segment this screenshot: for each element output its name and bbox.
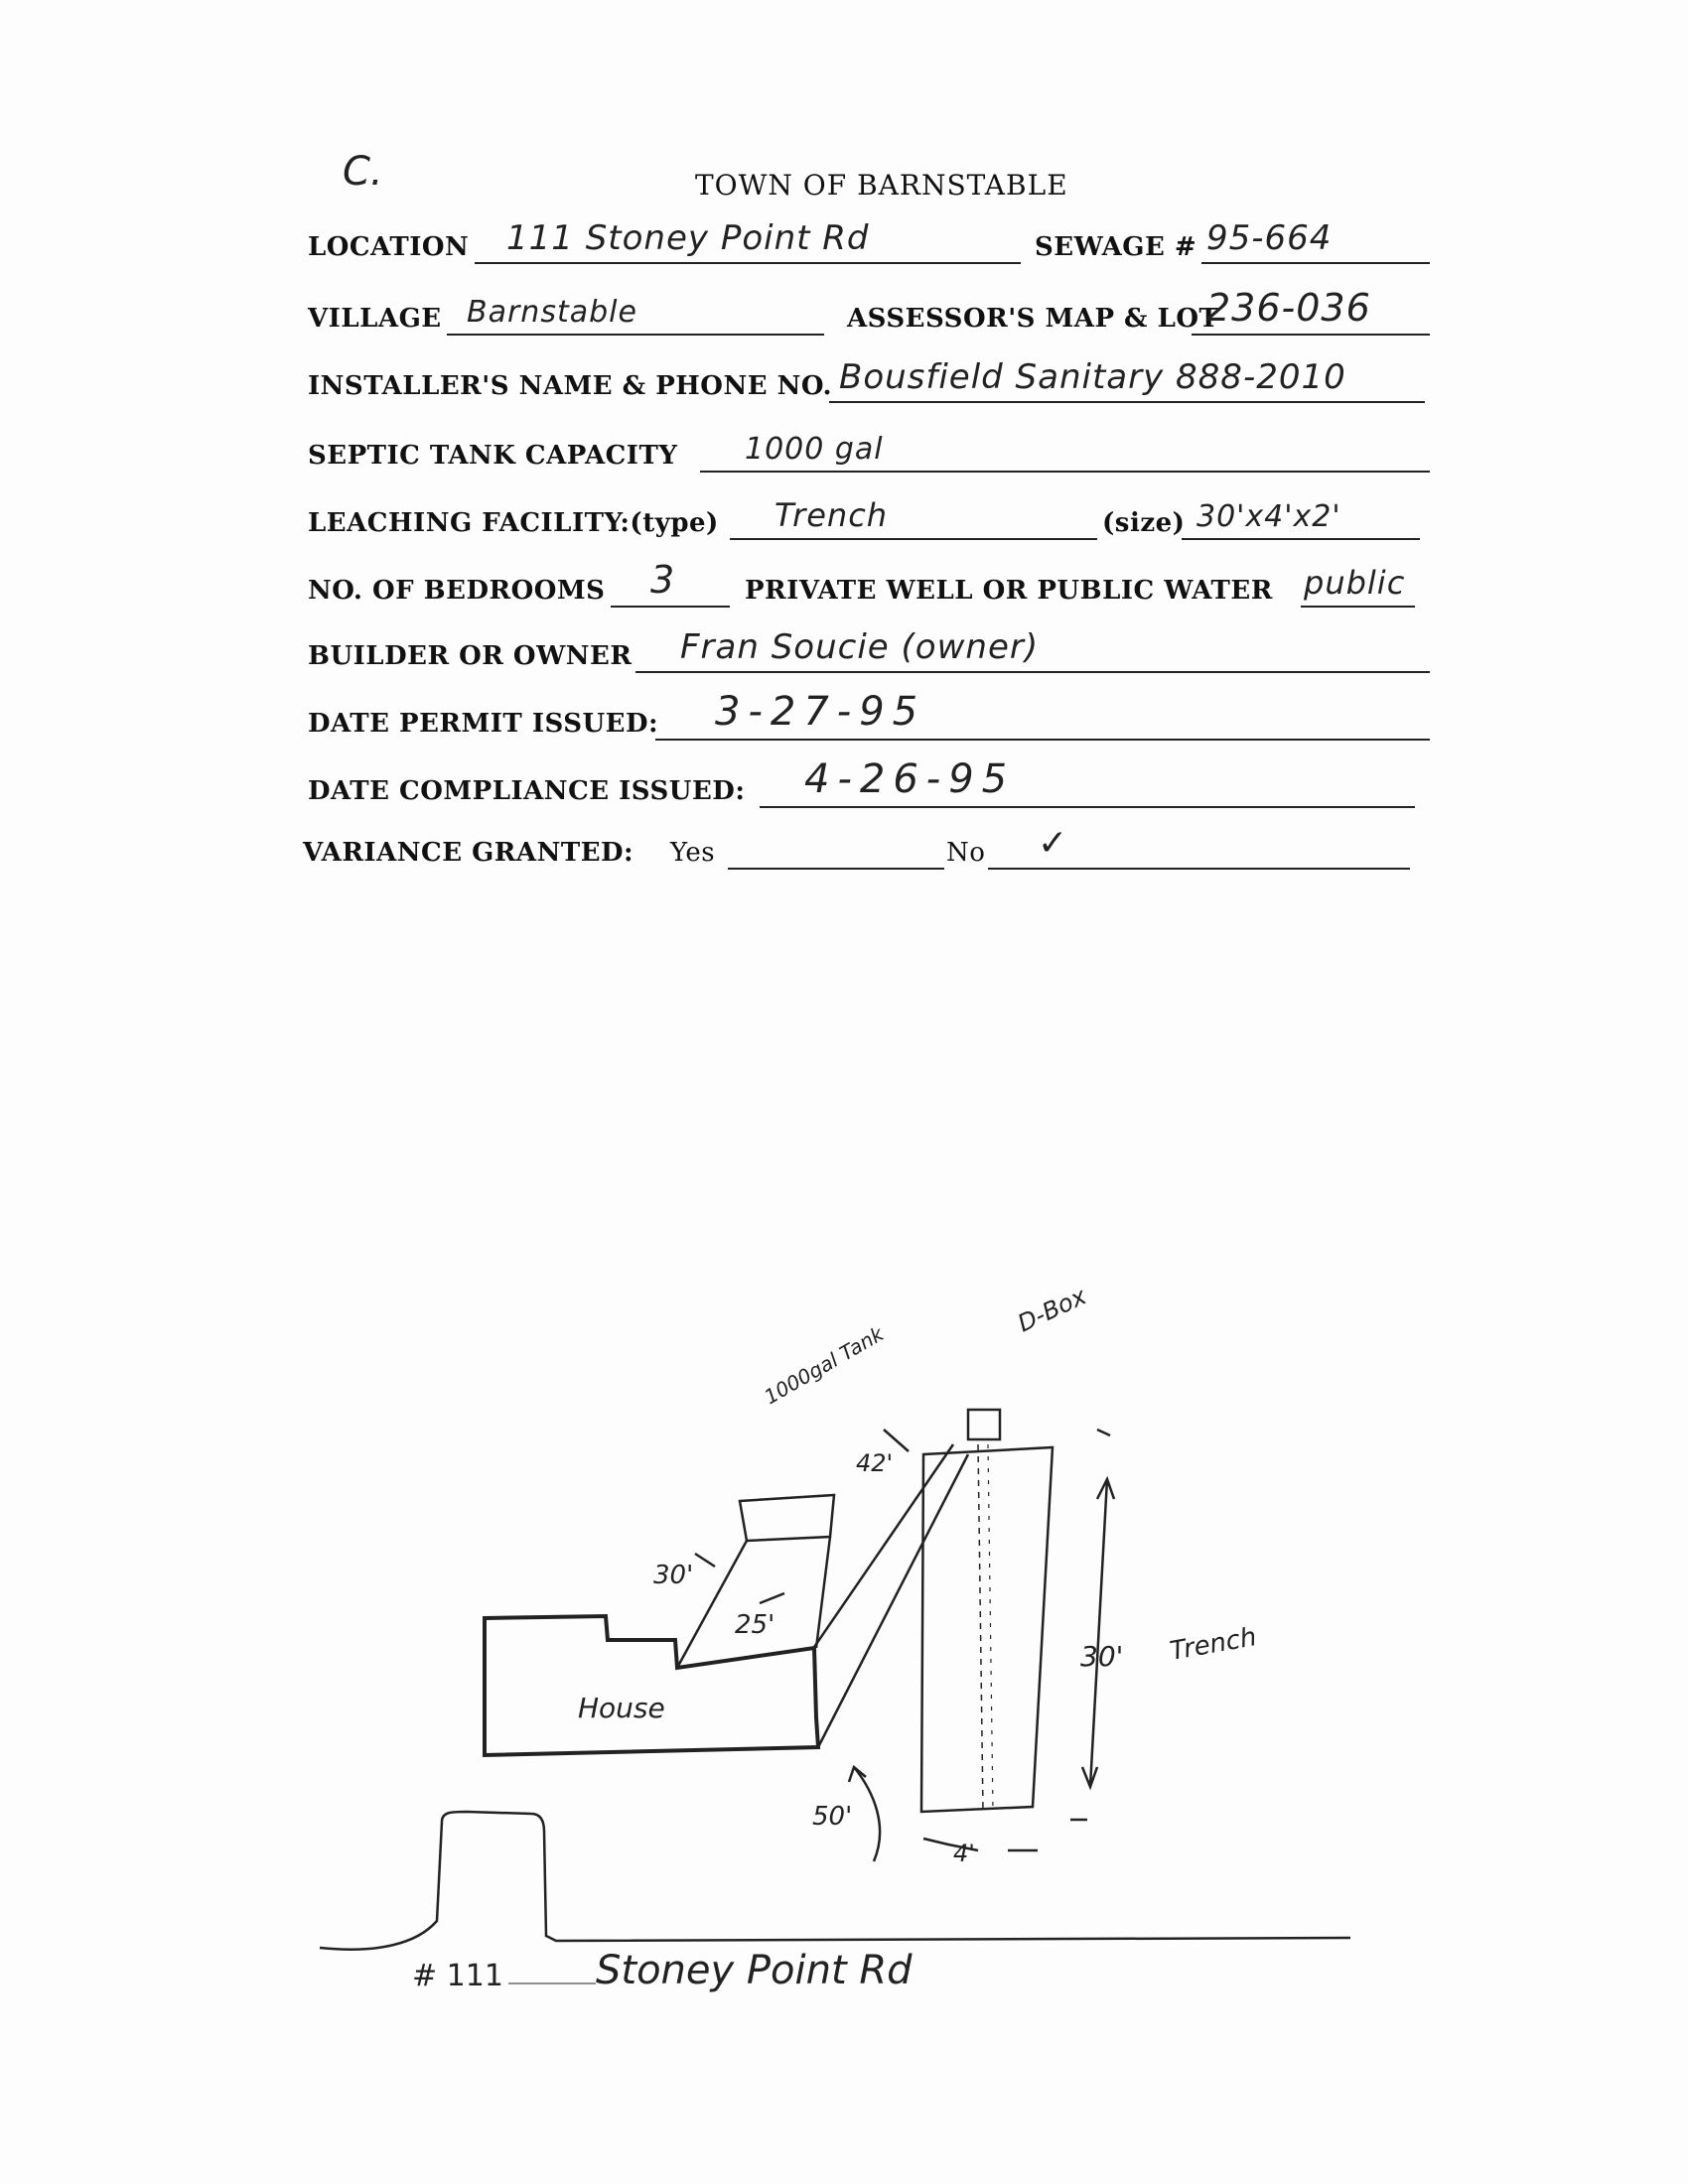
dim-50-label: 50' xyxy=(812,1802,853,1832)
water-line xyxy=(1301,606,1415,608)
assessor-value: 236-036 xyxy=(1206,286,1371,330)
street-line xyxy=(320,1812,1350,1950)
compliance-date-label: DATE COMPLIANCE ISSUED: xyxy=(308,776,746,806)
variance-yes-label: Yes xyxy=(670,838,716,868)
location-row xyxy=(308,218,1430,268)
trench-centerline xyxy=(978,1444,983,1812)
variance-no-label: No xyxy=(946,838,986,868)
leaching-size-line xyxy=(1182,538,1420,540)
assessor-label: ASSESSOR'S MAP & LOT xyxy=(847,304,1219,334)
bedrooms-value: 3 xyxy=(650,558,676,602)
street-number: # 111 xyxy=(412,1959,503,1993)
tank-outline xyxy=(740,1495,834,1541)
dim-30a-label: 30' xyxy=(653,1561,694,1590)
tank-label: 1000gal Tank xyxy=(760,1321,888,1410)
variance-row xyxy=(303,824,1425,874)
bedrooms-line xyxy=(611,606,730,608)
leaching-size-value: 30'x4'x2' xyxy=(1196,499,1341,534)
village-label: VILLAGE xyxy=(308,304,442,334)
leaching-type-line xyxy=(730,538,1097,540)
builder-line xyxy=(635,671,1430,673)
bedrooms-label: NO. OF BEDROOMS xyxy=(308,576,606,606)
builder-label: BUILDER OR OWNER xyxy=(308,641,633,671)
installer-label: INSTALLER'S NAME & PHONE NO. xyxy=(308,371,833,401)
compliance-date-row xyxy=(308,756,1430,812)
trench-outline xyxy=(921,1447,1053,1812)
compliance-date-value: 4-26-95 xyxy=(804,756,1016,802)
water-label: PRIVATE WELL OR PUBLIC WATER xyxy=(745,576,1273,606)
dim-30b-label: 30' xyxy=(1080,1640,1124,1673)
page-title: TOWN OF BARNSTABLE xyxy=(695,169,1068,202)
bedrooms-row xyxy=(308,558,1430,612)
trench-centerline-2 xyxy=(988,1444,993,1812)
tank-value: 1000 gal xyxy=(745,432,884,467)
village-value: Barnstable xyxy=(467,295,637,330)
street-name: Stoney Point Rd xyxy=(596,1948,913,1993)
tank-row xyxy=(308,427,1430,477)
location-line xyxy=(475,262,1021,264)
installer-row xyxy=(308,357,1430,407)
leaching-type-value: Trench xyxy=(774,496,889,534)
sewage-line xyxy=(1201,262,1430,264)
variance-label: VARIANCE GRANTED: xyxy=(303,838,634,868)
permit-date-row xyxy=(308,689,1430,745)
permit-date-label: DATE PERMIT ISSUED: xyxy=(308,709,659,739)
builder-row xyxy=(308,627,1430,677)
leaching-type-label: LEACHING FACILITY:(type) xyxy=(308,508,719,538)
trench-label: Trench xyxy=(1168,1622,1259,1667)
builder-value: Fran Soucie (owner) xyxy=(680,627,1040,667)
compliance-date-line xyxy=(760,806,1415,808)
tank-line xyxy=(700,471,1430,473)
dim-30-arrow xyxy=(1090,1479,1107,1787)
variance-no-check: ✓ xyxy=(1038,823,1069,864)
installer-value: Bousfield Sanitary 888-2010 xyxy=(839,357,1346,397)
location-label: LOCATION xyxy=(308,232,470,262)
location-value: 111 Stoney Point Rd xyxy=(506,218,870,258)
village-row xyxy=(308,286,1430,340)
sewage-value: 95-664 xyxy=(1206,218,1333,258)
pipe-d xyxy=(818,1454,968,1747)
variance-no-line xyxy=(988,868,1410,870)
leaching-size-label: (size) xyxy=(1102,508,1186,538)
permit-date-value: 3-27-95 xyxy=(715,689,926,735)
corner-mark: C. xyxy=(343,149,383,195)
permit-date-line xyxy=(655,739,1430,741)
tank-label: SEPTIC TANK CAPACITY xyxy=(308,441,678,471)
installer-line xyxy=(829,401,1425,403)
water-value: public xyxy=(1304,564,1406,602)
pipe-b xyxy=(816,1537,830,1648)
dim-25-label: 25' xyxy=(735,1610,775,1640)
dbox-outline xyxy=(968,1410,1000,1439)
site-sketch xyxy=(0,1251,1688,2045)
dim-42-label: 42' xyxy=(856,1449,894,1477)
leaching-row xyxy=(308,494,1430,544)
assessor-line xyxy=(1192,334,1430,336)
house-label: House xyxy=(578,1692,665,1724)
sewage-label: SEWAGE # xyxy=(1035,232,1197,262)
dbox-label: D-Box xyxy=(1013,1282,1091,1338)
variance-yes-line xyxy=(728,868,944,870)
dim-4-label: 4' xyxy=(953,1840,975,1867)
village-line xyxy=(447,334,824,336)
